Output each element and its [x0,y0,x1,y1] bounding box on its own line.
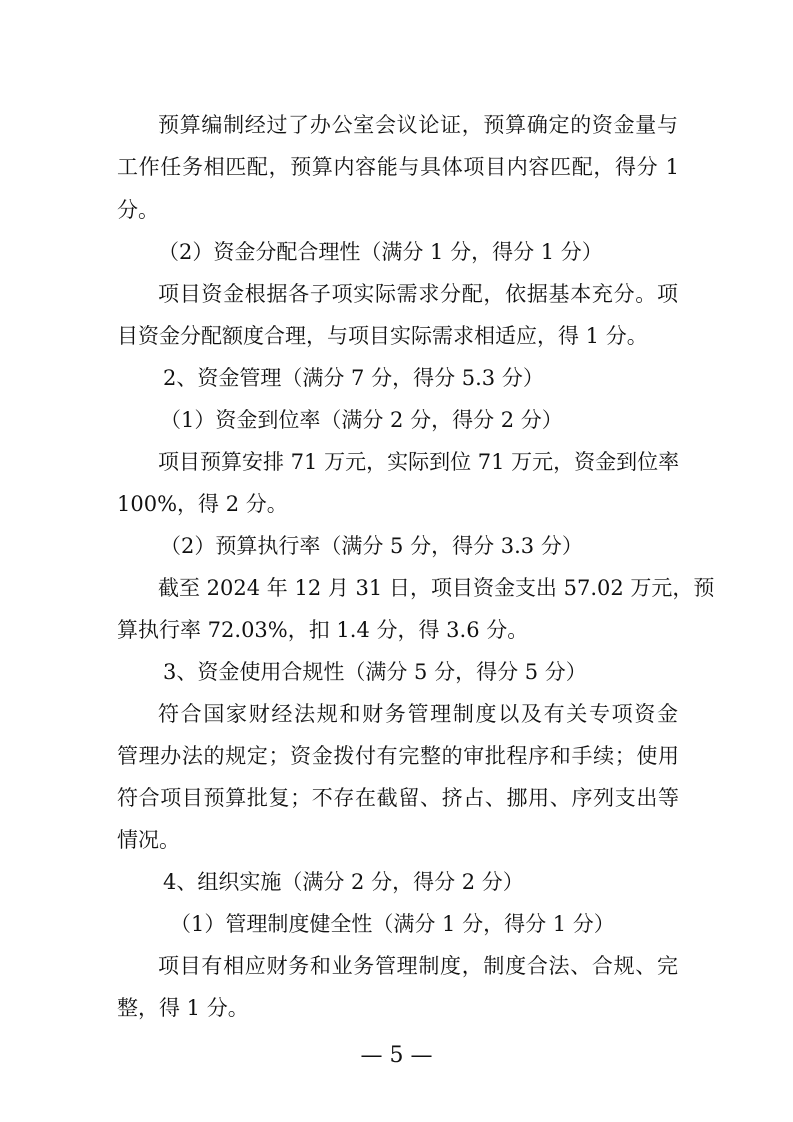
text-line: 截至 2024 年 12 月 31 日，项目资金支出 57.02 万元，预 [158,576,715,600]
section-heading: （2）资金分配合理性（满分 1 分，得分 1 分） [158,240,603,264]
section-heading: （1）资金到位率（满分 2 分，得分 2 分） [160,408,563,432]
text-line: 预算编制经过了办公室会议论证，预算确定的资金量与 [158,113,678,137]
text-line: 100%，得 2 分。 [117,492,288,516]
page-number: — 5 — [360,1043,433,1068]
text-line: 整，得 1 分。 [117,996,249,1020]
text-line: 管理办法的规定；资金拨付有完整的审批程序和手续；使用 [117,744,679,768]
text-line: 分。 [117,198,159,222]
text-line: 情况。 [117,828,180,852]
text-line: 符合国家财经法规和财务管理制度以及有关专项资金 [158,702,678,726]
section-heading: （1）管理制度健全性（满分 1 分，得分 1 分） [170,912,615,936]
section-heading: 2、资金管理（满分 7 分，得分 5.3 分） [163,366,544,390]
section-heading: 4、组织实施（满分 2 分，得分 2 分） [163,870,524,894]
text-line: 符合项目预算批复；不存在截留、挤占、挪用、序列支出等 [117,786,679,810]
section-heading: 3、资金使用合规性（满分 5 分，得分 5 分） [163,660,587,684]
text-line: 工作任务相匹配，预算内容能与具体项目内容匹配，得分 1 [117,155,679,179]
text-line: 项目资金根据各子项实际需求分配，依据基本充分。项 [158,282,678,306]
text-line: 算执行率 72.03%，扣 1.4 分，得 3.6 分。 [117,618,529,642]
text-line: 项目有相应财务和业务管理制度，制度合法、合规、完 [158,954,678,978]
text-line: 项目预算安排 71 万元，实际到位 71 万元，资金到位率 [158,450,680,474]
section-heading: （2）预算执行率（满分 5 分，得分 3.3 分） [160,534,583,558]
text-line: 目资金分配额度合理，与项目实际需求相适应，得 1 分。 [117,324,648,348]
